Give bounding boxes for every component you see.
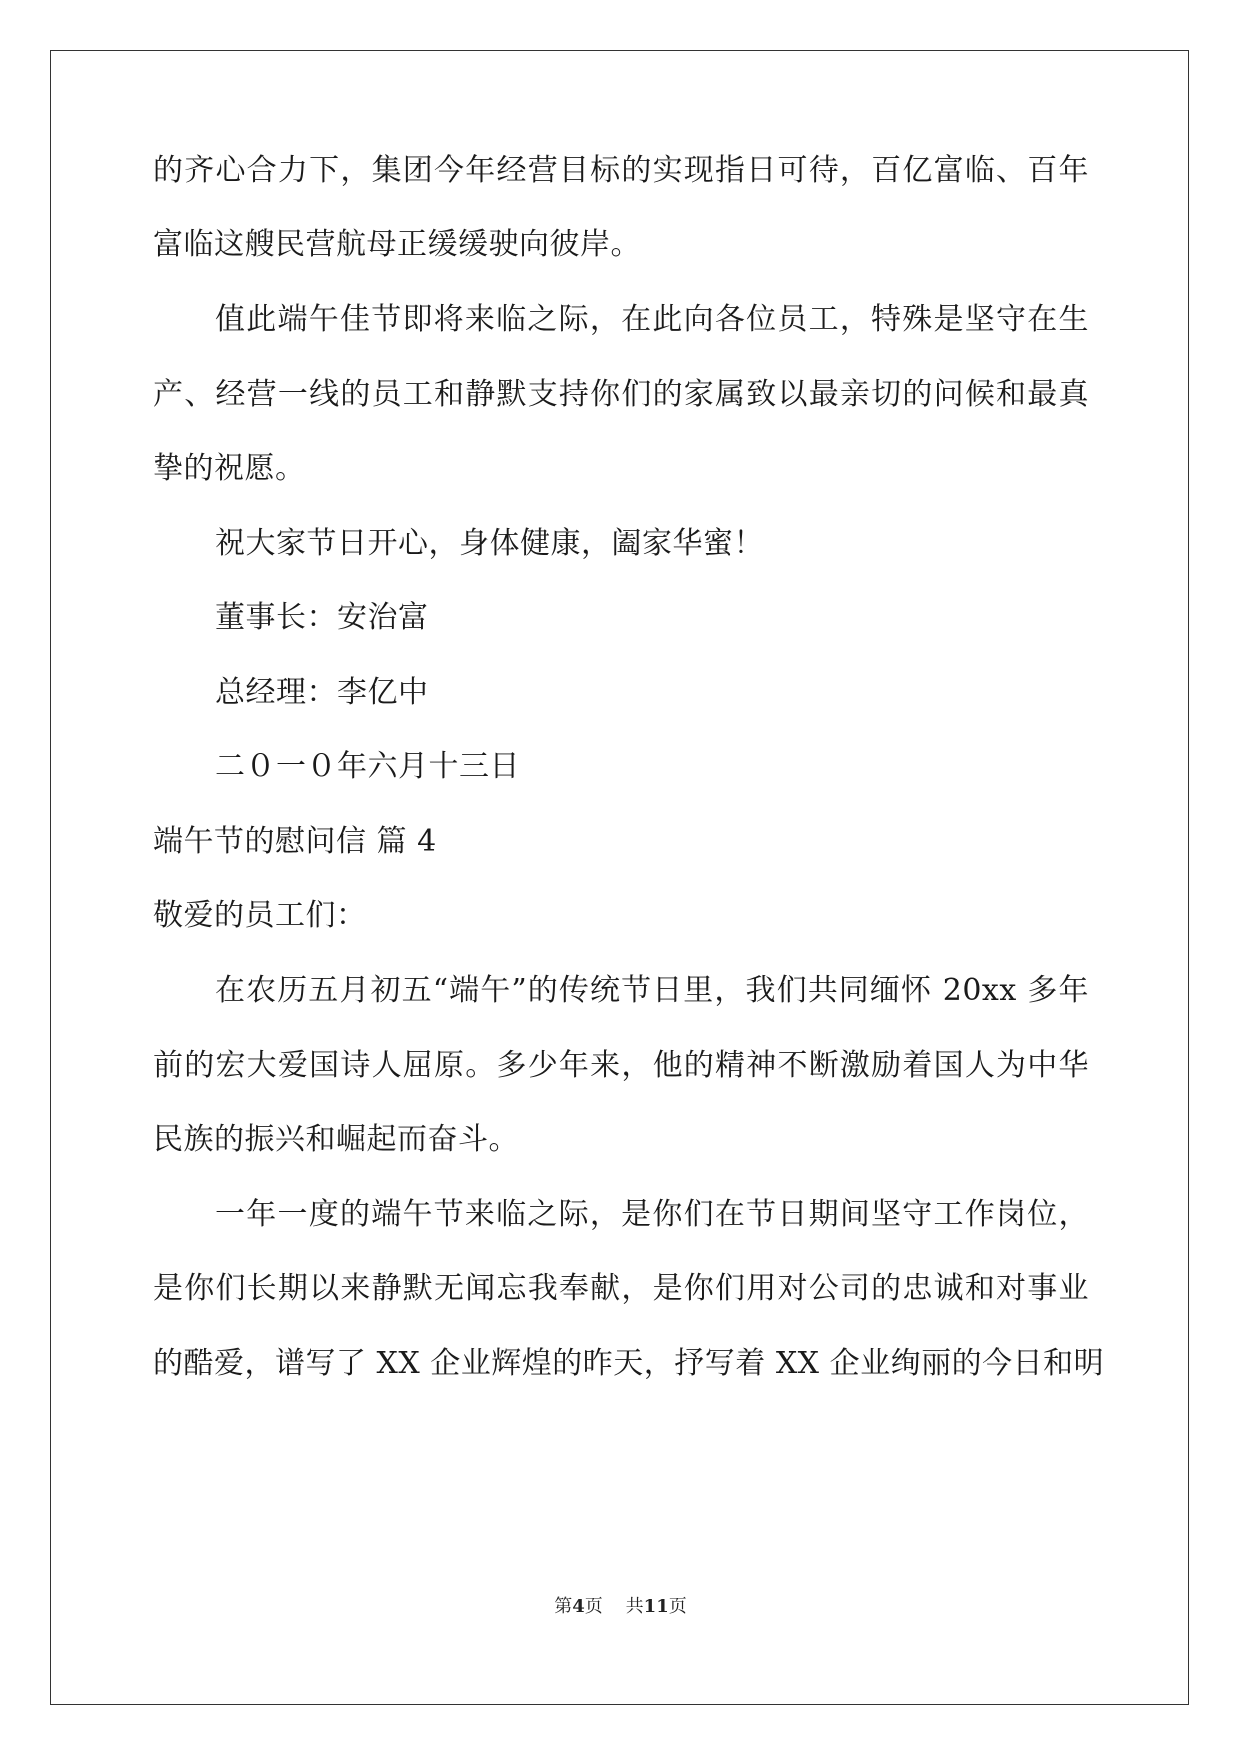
page-footer (0, 1595, 1241, 1619)
body-text-line: 的齐心合力下，集团今年经营目标的实现指日可待，百亿富临、百年 (153, 153, 1089, 188)
body-text-line: 民族的振兴和崛起而奋斗。 (153, 1122, 519, 1157)
page-number: 4 (572, 1596, 585, 1617)
body-text-line: 挚的祝愿。 (153, 451, 306, 486)
body-text-line: 产、经营一线的员工和静默支持你们的家属致以最亲切的问候和最真 (153, 377, 1089, 412)
page-prefix: 第 (554, 1596, 573, 1617)
chairman-signature: 董事长：安治富 (215, 600, 429, 635)
page-suffix: 页 (584, 1596, 603, 1617)
letter-date: 二０一０年六月十三日 (215, 749, 520, 784)
total-suffix: 页 (668, 1596, 687, 1617)
manager-signature: 总经理：李亿中 (215, 675, 429, 710)
paragraph-start-line: 值此端午佳节即将来临之际，在此向各位员工，特殊是坚守在生 (215, 302, 1089, 337)
body-text-line: 的酷爱，谱写了 XX 企业辉煌的昨天，抒写着 XX 企业绚丽的今日和明 (153, 1346, 1105, 1381)
total-prefix: 共 (625, 1596, 644, 1617)
body-text-line: 是你们长期以来静默无闻忘我奉献，是你们用对公司的忠诚和对事业 (153, 1271, 1089, 1306)
page-border (50, 50, 1189, 1705)
section-heading: 端午节的慰问信 篇 4 (153, 824, 437, 859)
paragraph-start-line: 在农历五月初五“端午”的传统节日里，我们共同缅怀 20xx 多年 (215, 973, 1089, 1008)
greeting-line: 祝大家节日开心，身体健康，阖家华蜜！ (215, 526, 764, 561)
salutation: 敬爱的员工们： (153, 898, 367, 933)
total-pages: 11 (643, 1596, 669, 1617)
body-text-line: 前的宏大爱国诗人屈原。多少年来，他的精神不断激励着国人为中华 (153, 1048, 1089, 1083)
body-text-line: 富临这艘民营航母正缓缓驶向彼岸。 (153, 227, 641, 262)
paragraph-start-line: 一年一度的端午节来临之际，是你们在节日期间坚守工作岗位， (215, 1197, 1089, 1232)
